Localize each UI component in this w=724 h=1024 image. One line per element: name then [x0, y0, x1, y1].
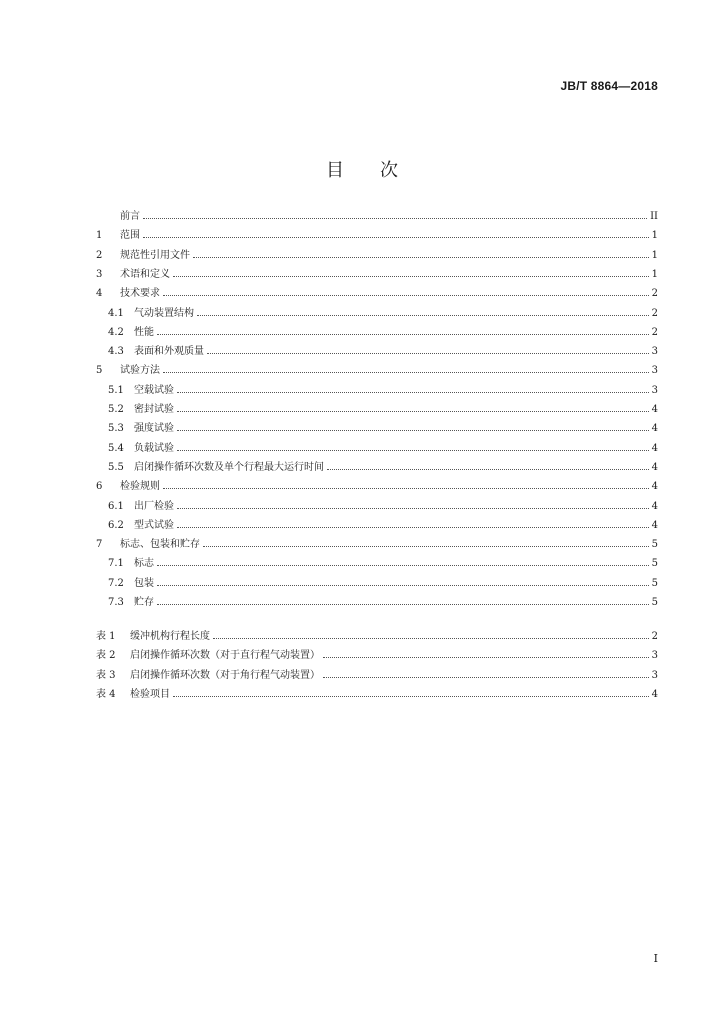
toc-entry-title: 启闭操作循环次数（对于直行程气动装置）	[130, 650, 320, 662]
toc-entry-page: 2	[651, 326, 658, 338]
toc-entry[interactable]	[96, 247, 658, 261]
toc-entry-label	[96, 246, 190, 261]
toc-entry[interactable]	[96, 667, 658, 681]
toc-entry-label	[96, 535, 200, 550]
toc-entry-page: 4	[651, 519, 658, 531]
dot-leader	[177, 430, 649, 431]
toc-entry-page: 2	[651, 288, 658, 300]
dot-leader	[157, 565, 649, 566]
toc-entry[interactable]	[96, 420, 658, 434]
toc-entry-page: II	[650, 211, 658, 222]
toc-entry-title: 包装	[134, 577, 154, 589]
dot-leader	[177, 508, 649, 509]
toc-entry[interactable]	[96, 459, 658, 473]
toc-entry-title: 性能	[134, 326, 154, 338]
toc-entry-title: 标志	[134, 558, 154, 570]
toc-entry[interactable]	[96, 498, 658, 512]
toc-entry-label	[96, 627, 210, 642]
toc-entry-number: 3	[96, 268, 103, 280]
dot-leader	[177, 392, 649, 393]
dot-leader	[177, 411, 649, 412]
toc-entry-title: 密封试验	[134, 404, 174, 415]
page-number: I	[653, 952, 658, 965]
toc-entry-title: 试验方法	[120, 365, 160, 377]
toc-entry-page: 1	[651, 249, 658, 261]
toc-entry-number: 7.3	[108, 597, 124, 608]
toc-entry-page: 2	[651, 631, 658, 642]
toc-entry-number: 1	[96, 230, 103, 242]
dot-leader	[213, 638, 649, 639]
toc-entry-number: 4	[96, 288, 103, 300]
toc-entry[interactable]	[96, 227, 658, 241]
toc-entry-title: 启闭操作循环次数（对于角行程气动装置）	[130, 669, 320, 681]
toc-entry-number: 7.2	[108, 577, 124, 589]
toc-entry-page: 5	[651, 539, 658, 551]
toc-entry-page: 4	[651, 442, 658, 454]
toc-entry-page: 3	[651, 650, 658, 662]
toc-entry-title: 标志、包装和贮存	[120, 539, 200, 551]
toc-entry-number: 表 4	[96, 688, 116, 700]
dot-leader	[163, 295, 649, 296]
dot-leader	[323, 657, 649, 658]
toc-entry-label	[96, 554, 154, 569]
toc-entry-title: 前言	[120, 211, 140, 222]
toc-entry-page: 5	[651, 558, 658, 570]
toc-entry-label	[96, 323, 154, 338]
toc-entry-number: 表 3	[96, 669, 116, 681]
toc-entry-number: 表 1	[96, 631, 116, 642]
toc-entry-number: 5.4	[108, 442, 124, 454]
toc-entry-label	[96, 646, 320, 661]
toc-entry-page: 3	[651, 365, 658, 377]
toc-entry-label	[96, 284, 160, 299]
toc-entry-title: 强度试验	[134, 423, 174, 435]
toc-entry-title: 气动装置结构	[134, 307, 194, 319]
toc-entry-number: 5.3	[108, 423, 124, 435]
dot-leader	[143, 218, 647, 219]
toc-entry[interactable]	[96, 305, 658, 319]
toc-entry-label	[96, 593, 154, 608]
dot-leader	[193, 257, 649, 258]
toc-entry-number: 5	[96, 365, 103, 377]
toc-entry[interactable]	[96, 382, 658, 396]
toc-entry-label	[96, 361, 160, 376]
title-char: 目	[326, 160, 344, 181]
toc-entry-label	[96, 497, 174, 512]
toc-entry-page: 4	[651, 481, 658, 493]
dot-leader	[173, 696, 649, 697]
toc-entry-label	[96, 381, 174, 396]
toc-entry-page: 1	[651, 230, 658, 242]
toc-entry-number: 6.2	[108, 519, 124, 531]
toc-entry-title: 规范性引用文件	[120, 249, 190, 261]
page-title	[0, 156, 724, 182]
toc-entry-number: 2	[96, 249, 103, 261]
dot-leader	[323, 677, 649, 678]
toc-entry-number: 7.1	[108, 558, 124, 570]
toc-entry-page: 5	[651, 577, 658, 589]
toc-entry[interactable]	[96, 686, 658, 700]
toc-entry-page: 3	[651, 384, 658, 396]
toc-entry-label	[96, 342, 204, 357]
toc-entry-title: 启闭操作循环次数及单个行程最大运行时间	[134, 461, 324, 473]
toc-entry-title: 范围	[120, 230, 140, 242]
toc-entry[interactable]	[96, 362, 658, 376]
toc-entry-label	[96, 458, 324, 473]
toc-entry-label	[96, 304, 194, 319]
toc-entry-number: 5.1	[108, 384, 124, 396]
toc-entry-label	[96, 265, 170, 280]
toc-entry[interactable]	[96, 285, 658, 299]
toc-entry-title: 型式试验	[134, 519, 174, 531]
toc-entry-title: 空载试验	[134, 384, 174, 396]
toc-entry-number: 7	[96, 539, 103, 551]
dot-leader	[203, 546, 649, 547]
toc-entry-page: 1	[651, 268, 658, 280]
toc-entry-number: 6.1	[108, 500, 124, 512]
toc-entry-page: 4	[651, 461, 658, 473]
toc-entry-number: 6	[96, 481, 103, 493]
toc-entry-label	[96, 419, 174, 434]
toc-entry-page: 4	[651, 500, 658, 512]
dot-leader	[157, 334, 649, 335]
toc-entry-page: 4	[651, 423, 658, 435]
toc-entry-title: 技术要求	[120, 288, 160, 300]
toc-entry-page: 5	[651, 597, 658, 608]
dot-leader	[197, 315, 649, 316]
toc-entry[interactable]	[96, 324, 658, 338]
toc-entry-label	[96, 685, 170, 700]
dot-leader	[177, 527, 649, 528]
toc-entry-label	[96, 516, 174, 531]
toc-entry-page: 3	[651, 669, 658, 681]
dot-leader	[157, 604, 649, 605]
toc-entry-page: 2	[651, 307, 658, 319]
toc-entry-label	[96, 439, 174, 454]
toc-entry-title: 贮存	[134, 597, 154, 608]
toc-entry-page: 3	[651, 346, 658, 358]
toc-entry[interactable]	[96, 628, 658, 642]
toc-entry[interactable]	[96, 478, 658, 492]
toc-entry-number: 表 2	[96, 650, 116, 662]
dot-leader	[177, 450, 649, 451]
toc-entry[interactable]	[96, 517, 658, 531]
title-char: 次	[380, 160, 398, 181]
toc-entry-number: 4.1	[108, 307, 124, 319]
toc-entry-title: 术语和定义	[120, 268, 170, 280]
toc-entry-number: 5.5	[108, 461, 124, 473]
toc-entry[interactable]	[96, 555, 658, 569]
toc-entry[interactable]	[96, 401, 658, 415]
dot-leader	[163, 372, 649, 373]
dot-leader	[143, 237, 649, 238]
toc-entry-number: 4.3	[108, 346, 124, 358]
toc-entry-number: 5.2	[108, 404, 124, 415]
toc-entry-label	[96, 207, 140, 222]
standard-code: JB/T 8864—2018	[560, 79, 658, 93]
toc-entry-title: 检验项目	[130, 688, 170, 700]
dot-leader	[173, 276, 649, 277]
toc-entry-page: 4	[651, 688, 658, 700]
toc-entry-label	[96, 574, 154, 589]
toc-entry-title: 表面和外观质量	[134, 346, 204, 358]
toc-entry-number: 4.2	[108, 326, 124, 338]
dot-leader	[157, 585, 649, 586]
toc-entry[interactable]	[96, 343, 658, 357]
toc-entry-label	[96, 400, 174, 415]
toc-entry-title: 检验规则	[120, 481, 160, 493]
toc-entry-label	[96, 666, 320, 681]
toc-entry[interactable]	[96, 575, 658, 589]
dot-leader	[207, 353, 649, 354]
toc-entry[interactable]	[96, 536, 658, 550]
toc-entry[interactable]	[96, 266, 658, 280]
dot-leader	[327, 469, 649, 470]
toc-entry-title: 出厂检验	[134, 500, 174, 512]
toc-entry-title: 负载试验	[134, 442, 174, 454]
dot-leader	[163, 488, 649, 489]
toc-entry-label	[96, 477, 160, 492]
toc-entry[interactable]	[96, 647, 658, 661]
toc-entry-title: 缓冲机构行程长度	[130, 631, 210, 642]
toc-entry[interactable]	[96, 440, 658, 454]
toc-entry[interactable]	[96, 594, 658, 608]
toc-entry-page: 4	[651, 404, 658, 415]
toc-entry-label	[96, 226, 140, 241]
toc-entry[interactable]	[96, 208, 658, 222]
